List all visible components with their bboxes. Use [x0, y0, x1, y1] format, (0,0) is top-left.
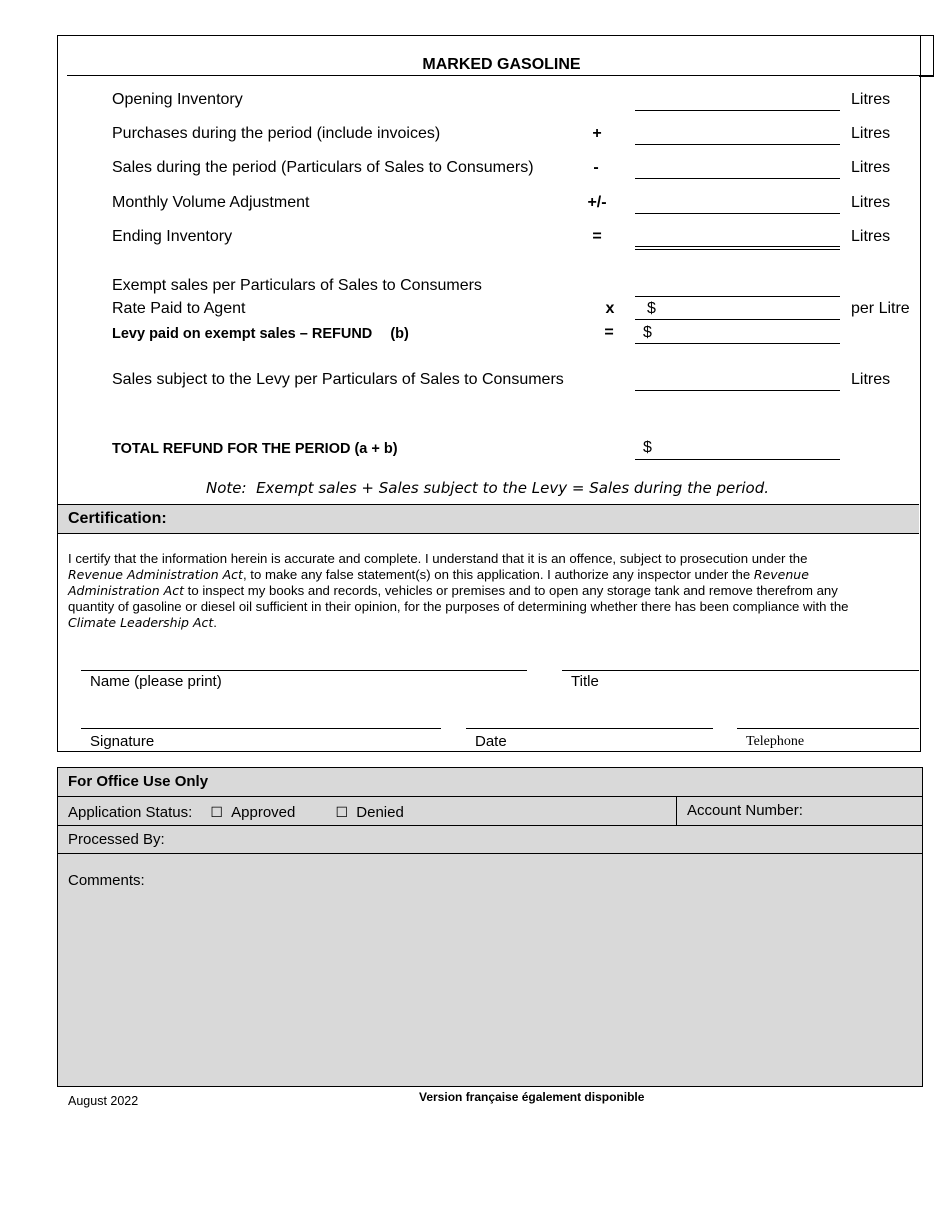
total-refund-label: TOTAL REFUND FOR THE PERIOD (a + b) — [112, 441, 398, 457]
rate-currency: $ — [647, 300, 656, 317]
telephone-field[interactable] — [737, 728, 919, 729]
purchases-label: Purchases during the period (include invoices) — [112, 125, 441, 142]
times-operator: x — [605, 300, 615, 317]
title-label: Title — [571, 673, 599, 690]
certification-line — [68, 615, 913, 631]
equals-operator: = — [592, 228, 602, 245]
certification-line — [68, 599, 913, 615]
unit-litres: Litres — [851, 371, 891, 388]
certification-line — [68, 551, 913, 567]
signature-label: Signature — [90, 733, 155, 750]
footer-date: August 2022 — [68, 1094, 139, 1108]
date-field[interactable] — [466, 728, 713, 729]
plus-operator: + — [592, 125, 602, 142]
telephone-label: Telephone — [746, 734, 805, 749]
ending-inventory-field[interactable] — [635, 246, 840, 247]
rate-field[interactable] — [635, 319, 840, 320]
plus-minus-operator: +/- — [587, 194, 607, 211]
adjustment-label: Monthly Volume Adjustment — [112, 194, 310, 211]
status-row — [68, 804, 404, 821]
certification-line — [68, 583, 913, 599]
name-label: Name (please print) — [90, 673, 222, 690]
unit-litres: Litres — [851, 91, 891, 108]
office-rule — [58, 853, 922, 854]
exempt-sales-field[interactable] — [635, 296, 840, 297]
subject-sales-label: Sales subject to the Levy per Particulars of Sales to Consumers — [112, 371, 564, 388]
adjustment-field[interactable] — [635, 213, 840, 214]
note: Note: Exempt sales + Sales subject to the Levy = Sales during the period. — [205, 479, 770, 497]
french-version-note: Version française également disponible — [419, 1090, 645, 1104]
denied-checkbox[interactable]: ☐ — [335, 805, 349, 821]
ending-inventory-double-rule — [635, 249, 840, 250]
title-rule — [67, 75, 933, 76]
opening-inventory-label: Opening Inventory — [112, 91, 243, 108]
total-refund-field[interactable] — [635, 459, 840, 460]
levy-currency: $ — [643, 324, 652, 341]
certification-title: Certification: — [68, 510, 167, 527]
approved-checkbox[interactable]: ☐ — [210, 805, 223, 821]
act-2a: Revenue — [753, 567, 809, 582]
processed-by-label: Processed By: — [68, 831, 165, 848]
comments-label: Comments: — [68, 872, 145, 889]
office-rule — [58, 825, 922, 826]
act-1: Revenue Administration Act — [68, 567, 243, 582]
certification-line — [68, 567, 913, 583]
unit-litres: Litres — [851, 125, 891, 142]
levy-tag: (b) — [390, 326, 409, 342]
unit-litres: Litres — [851, 194, 891, 211]
status-divider — [676, 796, 677, 825]
office-rule — [58, 796, 922, 797]
act-2b: Administration Act — [68, 583, 184, 598]
signature-field[interactable] — [81, 728, 441, 729]
cert-text-3: to inspect my books and records, vehicles or premises and to open any storage tank and remove therefrom any — [184, 583, 838, 598]
ending-inventory-label: Ending Inventory — [112, 228, 233, 245]
act-3: Climate Leadership Act — [68, 615, 214, 630]
opening-inventory-field[interactable] — [635, 110, 840, 111]
rate-label: Rate Paid to Agent — [112, 300, 246, 317]
status-label: Application Status: — [68, 804, 193, 821]
unit-litres: Litres — [851, 159, 891, 176]
cert-text-1: I certify that the information herein is accurate and complete. I understand that it is an offence, subject to prosecution under the — [68, 551, 808, 566]
total-currency: $ — [643, 439, 652, 456]
sales-label: Sales during the period (Particulars of Sales to Consumers) — [112, 159, 534, 176]
office-use-title: For Office Use Only — [68, 773, 209, 790]
name-field[interactable] — [81, 670, 527, 671]
levy-label-text: Levy paid on exempt sales – REFUND — [112, 326, 373, 342]
date-label: Date — [475, 733, 507, 750]
certification-text — [68, 551, 913, 631]
certification-header — [58, 504, 919, 534]
levy-label — [112, 326, 409, 342]
title-field[interactable] — [562, 670, 919, 671]
per-litre-unit: per Litre — [851, 300, 910, 317]
cert-text-5: . — [213, 615, 217, 630]
denied-label: Denied — [356, 804, 404, 821]
approved-label: Approved — [231, 804, 296, 821]
sales-field[interactable] — [635, 178, 840, 179]
minus-operator: - — [593, 159, 599, 176]
subject-sales-field[interactable] — [635, 390, 840, 391]
purchases-field[interactable] — [635, 144, 840, 145]
equals-operator: = — [604, 324, 614, 341]
levy-field[interactable] — [635, 343, 840, 344]
cert-text-2: , to make any false statement(s) on this application. I authorize any inspector under the — [242, 567, 751, 582]
exempt-sales-label: Exempt sales per Particulars of Sales to Consumers — [112, 277, 482, 294]
section-title: MARKED GASOLINE — [422, 56, 581, 73]
account-number-label: Account Number: — [687, 802, 803, 819]
cert-text-4: quantity of gasoline or diesel oil sufficient in their opinion, for the purposes of determining whether there has been compliance with the — [68, 599, 849, 614]
unit-litres: Litres — [851, 228, 891, 245]
